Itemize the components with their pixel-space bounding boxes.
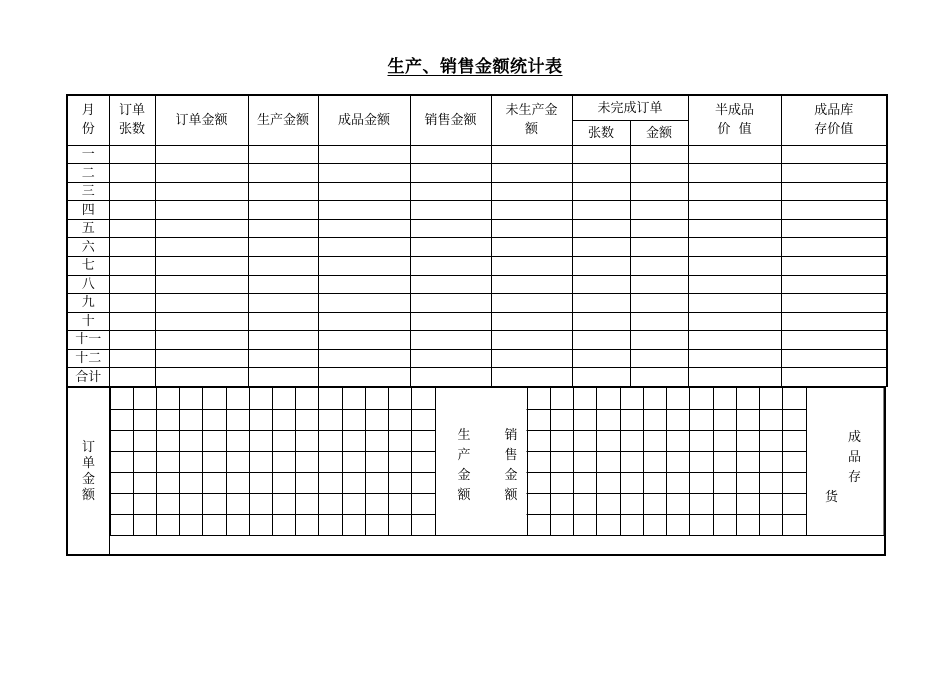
data-cell[interactable] [155,312,248,331]
data-cell[interactable] [318,164,410,183]
header-production-amount: 生产金额 [248,95,318,145]
header-unfinished-amount: 金额 [630,121,688,145]
month-cell: 一 [67,145,109,164]
order-amount-label: 订 单 金 额 [81,440,95,503]
data-cell[interactable] [572,349,630,368]
data-cell[interactable] [630,182,688,201]
data-cell[interactable] [572,145,630,164]
data-cell[interactable] [410,368,491,387]
statistics-table [66,94,888,387]
data-cell[interactable] [248,368,318,387]
data-cell[interactable] [491,182,572,201]
data-cell[interactable] [410,182,491,201]
data-cell[interactable] [318,294,410,313]
data-cell[interactable] [781,201,887,220]
data-cell[interactable] [155,331,248,350]
table-row [67,201,887,220]
data-cell[interactable] [781,349,887,368]
data-cell[interactable] [109,164,155,183]
data-cell[interactable] [630,349,688,368]
header-order-amount: 订单金额 [155,95,248,145]
data-cell[interactable] [109,294,155,313]
data-cell[interactable] [491,145,572,164]
data-cell[interactable] [410,256,491,275]
data-cell[interactable] [155,164,248,183]
data-cell[interactable] [572,294,630,313]
month-cell: 合计 [67,368,109,387]
data-cell[interactable] [410,219,491,238]
data-cell[interactable] [781,145,887,164]
data-cell[interactable] [155,182,248,201]
table-row [67,256,887,275]
data-cell[interactable] [318,312,410,331]
data-cell[interactable] [155,256,248,275]
month-cell: 九 [67,294,109,313]
table-row [67,368,887,387]
data-cell[interactable] [410,349,491,368]
data-cell[interactable] [109,256,155,275]
data-cell[interactable] [688,349,781,368]
data-cell[interactable] [688,331,781,350]
data-cell[interactable] [688,164,781,183]
data-cell[interactable] [318,219,410,238]
header-semi-finished-value: 半成品 价 值 [688,95,781,145]
month-cell: 三 [67,182,109,201]
data-cell[interactable] [248,349,318,368]
data-cell[interactable] [688,312,781,331]
data-cell[interactable] [109,219,155,238]
data-cell[interactable] [688,219,781,238]
data-cell[interactable] [248,145,318,164]
data-cell[interactable] [491,256,572,275]
data-cell[interactable] [410,164,491,183]
table-row [67,238,887,257]
header-order-count: 订单 张数 [109,95,155,145]
data-cell[interactable] [630,238,688,257]
data-cell[interactable] [155,368,248,387]
data-cell[interactable] [630,275,688,294]
data-cell[interactable] [572,238,630,257]
data-cell[interactable] [688,145,781,164]
data-cell[interactable] [781,275,887,294]
data-cell[interactable] [572,164,630,183]
data-cell[interactable] [248,275,318,294]
production-amount-label: 生 产 金 额 [457,428,471,503]
data-cell[interactable] [572,275,630,294]
month-cell: 十二 [67,349,109,368]
data-cell[interactable] [572,331,630,350]
data-cell[interactable] [318,182,410,201]
lower-grid-section [66,387,886,556]
data-cell[interactable] [155,294,248,313]
data-cell[interactable] [688,238,781,257]
data-cell[interactable] [248,201,318,220]
data-cell[interactable] [155,201,248,220]
data-cell[interactable] [410,294,491,313]
title-text: 生产、销售金额统计表 [387,57,563,77]
data-cell[interactable] [630,145,688,164]
data-cell[interactable] [248,294,318,313]
month-cell: 七 [67,256,109,275]
data-cell[interactable] [688,368,781,387]
data-cell[interactable] [318,275,410,294]
data-cell[interactable] [781,294,887,313]
data-cell[interactable] [572,182,630,201]
data-cell[interactable] [630,219,688,238]
data-cell[interactable] [781,219,887,238]
data-cell[interactable] [491,349,572,368]
table-row [67,164,887,183]
month-cell: 二 [67,164,109,183]
page-title [0,52,950,77]
data-cell[interactable] [109,275,155,294]
data-cell[interactable] [109,201,155,220]
data-cell[interactable] [781,331,887,350]
data-cell[interactable] [688,182,781,201]
table-row [67,182,887,201]
data-cell[interactable] [318,145,410,164]
data-cell[interactable] [155,238,248,257]
data-cell[interactable] [781,312,887,331]
data-cell[interactable] [109,312,155,331]
month-cell: 四 [67,201,109,220]
data-cell[interactable] [109,331,155,350]
data-cell[interactable] [318,201,410,220]
data-cell[interactable] [318,256,410,275]
data-cell[interactable] [248,182,318,201]
data-cell[interactable] [491,164,572,183]
data-cell[interactable] [491,368,572,387]
table-row [67,219,887,238]
table-row [67,331,887,350]
table-row [67,275,887,294]
header-month: 月 份 [67,95,109,145]
data-cell[interactable] [109,182,155,201]
header-finished-stock-value: 成品库 存价值 [781,95,887,145]
data-cell[interactable] [491,238,572,257]
lower-grid-lines [68,388,884,555]
data-cell[interactable] [630,312,688,331]
data-cell[interactable] [572,368,630,387]
data-cell[interactable] [630,294,688,313]
data-cell[interactable] [248,312,318,331]
data-cell[interactable] [688,294,781,313]
data-cell[interactable] [491,294,572,313]
data-cell[interactable] [630,201,688,220]
data-cell[interactable] [155,275,248,294]
header-unfinished-orders: 未完成订单 [572,95,688,121]
data-cell[interactable] [248,219,318,238]
data-cell[interactable] [318,349,410,368]
header-finished-amount: 成品金额 [318,95,410,145]
data-cell[interactable] [491,219,572,238]
month-cell: 八 [67,275,109,294]
data-cell[interactable] [410,331,491,350]
month-cell: 五 [67,219,109,238]
header-sales-amount: 销售金额 [410,95,491,145]
data-cell[interactable] [781,182,887,201]
data-cell[interactable] [572,219,630,238]
data-cell[interactable] [781,256,887,275]
data-cell[interactable] [318,331,410,350]
table-row [67,145,887,164]
table-row [67,312,887,331]
data-cell[interactable] [781,368,887,387]
header-unfinished-count: 张数 [572,121,630,145]
data-cell[interactable] [410,201,491,220]
data-cell[interactable] [155,349,248,368]
data-cell[interactable] [630,164,688,183]
data-cell[interactable] [781,238,887,257]
data-cell[interactable] [109,349,155,368]
data-cell[interactable] [630,256,688,275]
data-cell[interactable] [155,219,248,238]
data-cell[interactable] [410,312,491,331]
data-cell[interactable] [318,368,410,387]
month-cell: 六 [67,238,109,257]
data-cell[interactable] [491,331,572,350]
data-cell[interactable] [410,275,491,294]
data-cell[interactable] [491,201,572,220]
header-unproduced-amount: 未生产金 额 [491,95,572,145]
data-cell[interactable] [688,275,781,294]
sales-amount-label: 销 售 金 额 [504,428,518,503]
data-cell[interactable] [410,145,491,164]
finished-stock-label: 成 品 存 货 [825,430,861,505]
month-cell: 十一 [67,331,109,350]
month-cell: 十 [67,312,109,331]
data-cell[interactable] [248,164,318,183]
data-cell[interactable] [572,312,630,331]
data-cell[interactable] [630,331,688,350]
data-cell[interactable] [491,312,572,331]
data-cell[interactable] [248,256,318,275]
data-cell[interactable] [688,256,781,275]
data-cell[interactable] [491,275,572,294]
table-row [67,349,887,368]
data-cell[interactable] [318,238,410,257]
data-cell[interactable] [688,201,781,220]
data-cell[interactable] [248,238,318,257]
data-cell[interactable] [410,238,491,257]
data-cell[interactable] [109,145,155,164]
data-cell[interactable] [248,331,318,350]
data-cell[interactable] [572,256,630,275]
table-row [67,294,887,313]
data-cell[interactable] [155,145,248,164]
data-cell[interactable] [781,164,887,183]
data-cell[interactable] [630,368,688,387]
data-cell[interactable] [109,238,155,257]
data-cell[interactable] [109,368,155,387]
data-cell[interactable] [572,201,630,220]
